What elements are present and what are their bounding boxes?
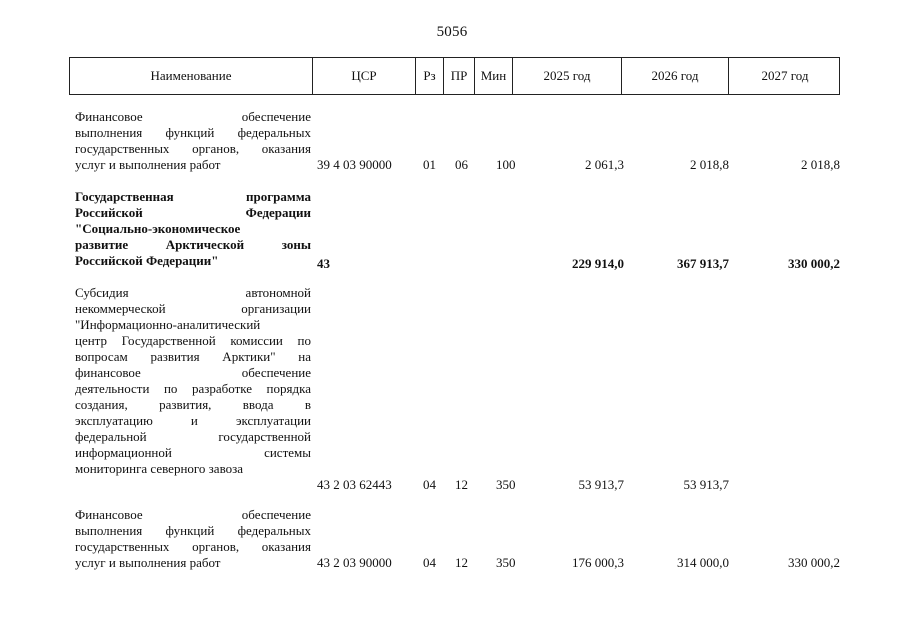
- row-2025: 229 914,0: [572, 256, 624, 271]
- row-name: [75, 507, 311, 571]
- table-header: [69, 57, 840, 95]
- row-name-line: государственных органов, оказания: [75, 141, 311, 156]
- row-name-line: государственных органов, оказания: [75, 539, 311, 554]
- row-name-line: услуг и выполнения работ: [75, 555, 221, 570]
- row-2026: 314 000,0: [677, 555, 729, 570]
- row-name-line: финансовое обеспечение: [75, 365, 311, 380]
- row-name-line: центр Государственной комиссии по: [75, 333, 311, 348]
- row-rz: 01: [423, 157, 436, 172]
- header-2027: 2027 год: [761, 68, 809, 83]
- row-min: 100: [496, 157, 516, 172]
- row-2025: 2 061,3: [585, 157, 624, 172]
- row-name-line: Финансовое обеспечение: [75, 507, 311, 522]
- row-name-line: федеральной государственной: [75, 429, 311, 444]
- row-name-line: развитие Арктической зоны: [75, 237, 311, 252]
- row-2025: 176 000,3: [572, 555, 624, 570]
- row-2026: 367 913,7: [677, 256, 729, 271]
- row-min: 350: [496, 477, 516, 492]
- header-csr: ЦСР: [313, 58, 416, 94]
- row-2026: 53 913,7: [683, 477, 729, 492]
- row-name-line: вопросам развития Арктики" на: [75, 349, 311, 364]
- row-name-line: выполнения функций федеральных: [75, 523, 311, 538]
- row-name-line: "Информационно-аналитический: [75, 317, 261, 332]
- row-name-line: информационной системы: [75, 445, 311, 460]
- row-2025: 53 913,7: [578, 477, 624, 492]
- row-name-line: услуг и выполнения работ: [75, 157, 221, 172]
- header-pr: ПР: [444, 58, 475, 94]
- row-rz: 04: [423, 555, 436, 570]
- row-pr: 06: [455, 157, 468, 172]
- row-pr: 12: [455, 555, 468, 570]
- row-name-line: Субсидия автономной: [75, 285, 311, 300]
- row-name-line: Государственная программа: [75, 189, 311, 204]
- row-name: [75, 285, 311, 477]
- row-min: 350: [496, 555, 516, 570]
- header-name: Наименование: [70, 58, 313, 94]
- row-2027: 2 018,8: [801, 157, 840, 172]
- row-rz: 04: [423, 477, 436, 492]
- row-csr: 43 2 03 90000: [317, 555, 392, 570]
- row-2027: 330 000,2: [788, 256, 840, 271]
- row-pr: 12: [455, 477, 468, 492]
- row-name-line: некоммерческой организации: [75, 301, 311, 316]
- row-name-line: "Социально-экономическое: [75, 221, 241, 236]
- row-csr: 43 2 03 62443: [317, 477, 392, 492]
- header-min: Мин: [475, 58, 513, 94]
- header-rz: Рз: [416, 58, 444, 94]
- row-csr: 39 4 03 90000: [317, 157, 392, 172]
- page-number: 5056: [436, 24, 468, 40]
- row-name-line: деятельности по разработке порядка: [75, 381, 311, 396]
- row-name-line: выполнения функций федеральных: [75, 125, 311, 140]
- header-2026: 2026 год: [622, 58, 729, 94]
- row-name: [75, 189, 311, 269]
- row-name-line: Российской Федерации": [75, 253, 219, 268]
- row-name: [75, 109, 311, 173]
- row-name-line: Российской Федерации: [75, 205, 311, 220]
- row-name-line: создания, развития, ввода в: [75, 397, 311, 412]
- row-name-line: эксплуатацию и эксплуатации: [75, 413, 311, 428]
- row-2027: 330 000,2: [788, 555, 840, 570]
- row-2026: 2 018,8: [690, 157, 729, 172]
- row-name-line: Финансовое обеспечение: [75, 109, 311, 124]
- row-csr: 43: [317, 256, 330, 271]
- row-name-line: мониторинга северного завоза: [75, 461, 244, 476]
- header-2025: 2025 год: [513, 58, 622, 94]
